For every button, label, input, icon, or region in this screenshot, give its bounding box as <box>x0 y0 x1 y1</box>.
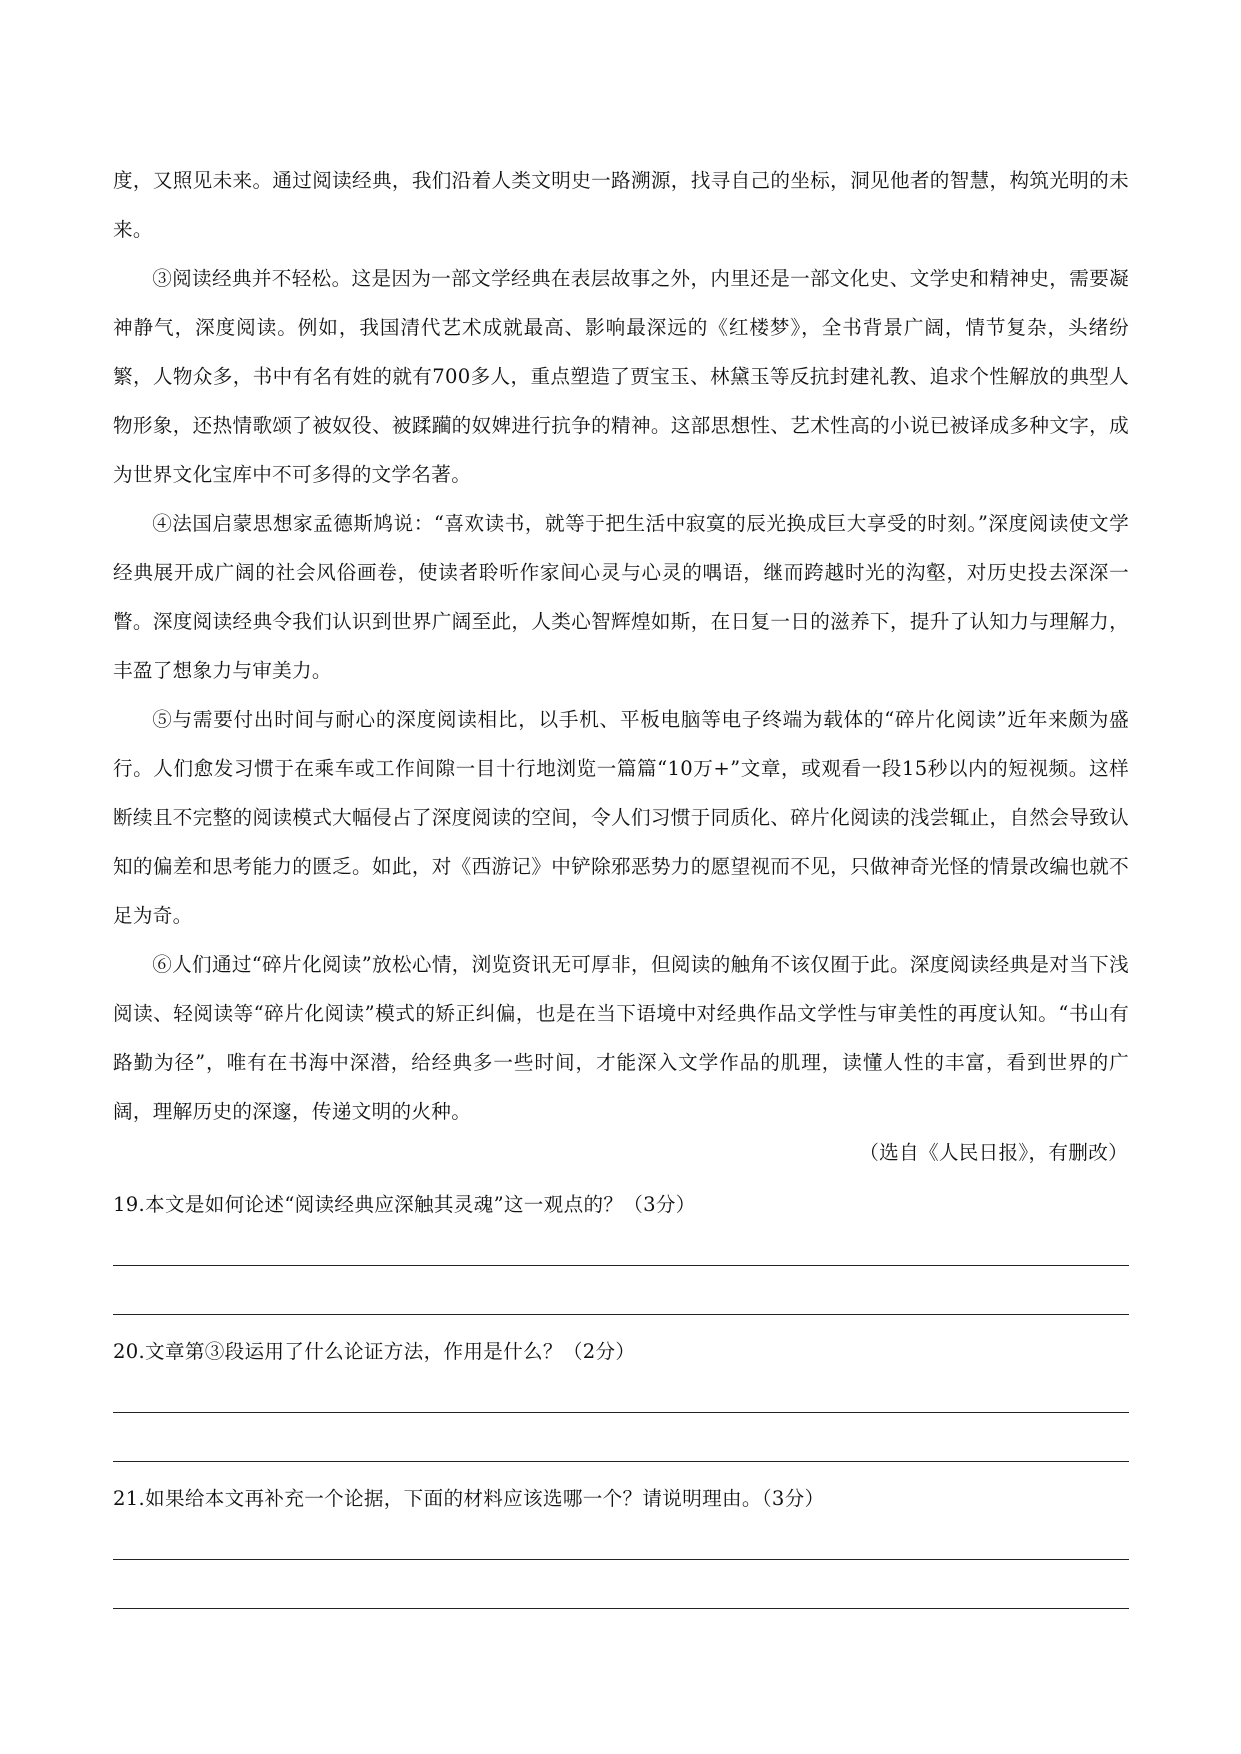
question-19: 19.本文是如何论述“阅读经典应深触其灵魂”这一观点的？（3分） <box>113 1193 696 1216</box>
paragraph-5: ⑤与需要付出时间与耐心的深度阅读相比，以手机、平板电脑等电子终端为载体的“碎片化阅读”近年来颇为盛行。人们愈发习惯于在乘车或工作间隙一目十行地浏览一篇篇“10万+”文章，或观看一段15秒以内的短视频。这样断续且不完整的阅读模式大幅侵占了深度阅读的空间，令人们习惯于同质化、碎片化阅读的浅尝辄止，自然会导致认知的偏差和思考能力的匮乏。如此，对《西游记》中铲除邪恶势力的愿望视而不见，只做神奇光怪的情景改编也就不足为奇。 <box>113 708 1129 927</box>
answer-line-21-2[interactable] <box>113 1608 1129 1609</box>
question-21: 21.如果给本文再补充一个论据，下面的材料应该选哪一个？请说明理由。（3分） <box>113 1487 825 1510</box>
answer-line-19-2[interactable] <box>113 1314 1129 1315</box>
paragraph-3: ③阅读经典并不轻松。这是因为一部文学经典在表层故事之外，内里还是一部文化史、文学史和精神史，需要凝神静气，深度阅读。例如，我国清代艺术成就最高、影响最深远的《红楼梦》，全书背景广阔，情节复杂，头绪纷繁，人物众多，书中有名有姓的就有700多人，重点塑造了贾宝玉、林黛玉等反抗封建礼教、追求个性解放的典型人物形象，还热情歌颂了被奴役、被蹂躏的奴婢进行抗争的精神。这部思想性、艺术性高的小说已被译成多种文字，成为世界文化宝库中不可多得的文学名著。 <box>113 267 1129 486</box>
question-20: 20.文章第③段运用了什么论证方法，作用是什么？（2分） <box>113 1340 636 1363</box>
paragraph-4: ④法国启蒙思想家孟德斯鸠说：“喜欢读书，就等于把生活中寂寞的辰光换成巨大享受的时刻。”深度阅读使文学经典展开成广阔的社会风俗画卷，使读者聆听作家间心灵与心灵的喁语，继而跨越时光的沟壑，对历史投去深深一瞥。深度阅读经典令我们认识到世界广阔至此，人类心智辉煌如斯，在日复一日的滋养下，提升了认知力与理解力，丰盈了想象力与审美力。 <box>113 512 1129 682</box>
answer-line-21-1[interactable] <box>113 1559 1129 1560</box>
answer-line-19-1[interactable] <box>113 1265 1129 1266</box>
answer-line-20-2[interactable] <box>113 1461 1129 1462</box>
paragraph-continuation: 度，又照见未来。通过阅读经典，我们沿着人类文明史一路溯源，找寻自己的坐标，洞见他者的智慧，构筑光明的未来。 <box>113 169 1129 241</box>
source-citation: （选自《人民日报》，有删改） <box>859 1141 1128 1164</box>
paragraph-6: ⑥人们通过“碎片化阅读”放松心情，浏览资讯无可厚非，但阅读的触角不该仅囿于此。深度阅读经典是对当下浅阅读、轻阅读等“碎片化阅读”模式的矫正纠偏，也是在当下语境中对经典作品文学性与审美性的再度认知。“书山有路勤为径”，唯有在书海中深潜，给经典多一些时间，才能深入文学作品的肌理，读懂人性的丰富，看到世界的广阔，理解历史的深邃，传递文明的火种。 <box>113 953 1129 1123</box>
answer-line-20-1[interactable] <box>113 1412 1129 1413</box>
passage <box>113 156 1129 1136</box>
